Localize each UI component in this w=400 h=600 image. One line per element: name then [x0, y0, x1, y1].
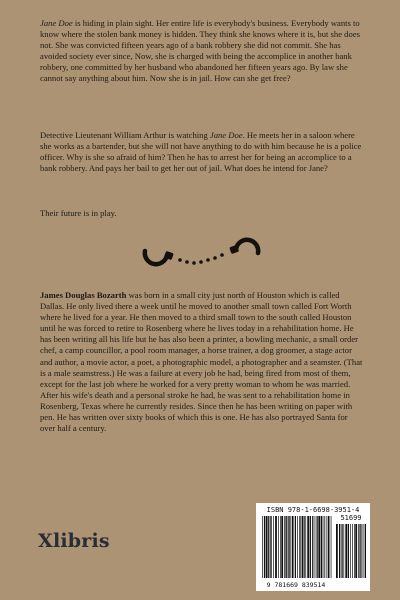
author-bio [40, 290, 363, 434]
ean-barcode-bars [262, 516, 332, 580]
barcode-bar [268, 516, 269, 578]
barcode-bar [365, 524, 366, 578]
barcode-bar [326, 516, 327, 578]
barcode-bar [323, 516, 324, 578]
barcode-bar [315, 516, 316, 578]
barcode-bar [358, 524, 359, 578]
barcode-bar [350, 524, 351, 578]
barcode-bar [343, 524, 344, 578]
barcode-bar [304, 516, 305, 578]
barcode-bar [321, 516, 322, 578]
handcuffs-icon [136, 232, 266, 274]
synopsis-text-2b: . He meets her in a saloon where she works as a bartender, but she will not have anything to do with him because he is a police officer. Why is she so afraid of him? Then he has to arrest her for being an accomplice to a bank robbery. And pays her bail to get her out of jail. What does he intend for Jane? [40, 130, 362, 174]
barcode-bar [307, 516, 309, 578]
barcode-bar [363, 524, 364, 578]
barcode-bar [289, 516, 290, 578]
heroine-name-2: Jane Doe [209, 130, 243, 140]
ean-digits: 9 781669 839514 [266, 581, 326, 589]
barcode-bar [297, 516, 298, 578]
barcode-bar [271, 516, 272, 578]
barcode-bar [331, 516, 332, 578]
barcode-bar [355, 524, 357, 578]
barcode-bar [264, 516, 265, 578]
barcode-bar [270, 516, 271, 578]
barcode-bar [336, 524, 338, 578]
barcode-bar [295, 516, 296, 578]
barcode-bar [305, 516, 306, 578]
barcode-bar [280, 516, 281, 578]
barcode-bar [262, 516, 263, 578]
barcode-bar [317, 516, 318, 578]
author-bio-text: was born in a small city just north of Houston which is called Dallas. He only lived there a week until he moved to another small town called Fort Worth where he lived for a year. He then moved to a third small town to the south called Houston until he was forced to retire to Rosenberg where he lives today in a rehabilitation home. He has been writing all his life but he has also been a printer, a bowling mechanic, a small order chef, a camp councillor, a pool room manager, a horse trainer, a dog groomer, a stage actor and author, a movie actor, a poet, a photographic model, a photographer and a seamster. (That is a male seamstress.) He was a failure at every job he had, being fired from most of them, except for the last job where he worked for a very pretty woman to whom he was married. After his wife's death and a personal stroke he had, he was sent to a rehabilitation home in Rosenberg, Texas where he currently resides. Since then he has been writing on paper with pen. He has written over sixty books of which this is one. He has also portrayed Santa for over half a century. [40, 290, 363, 434]
barcode-bar [278, 516, 279, 578]
publisher-logo: Xlibris [38, 530, 110, 552]
barcode-bar [292, 516, 294, 578]
barcode-bar [302, 516, 304, 578]
price-addon-digits: 51699 [340, 514, 362, 522]
barcode-bar [300, 516, 301, 578]
barcode-bar [360, 524, 361, 578]
barcode-bar [312, 516, 313, 578]
barcode-bar [341, 524, 342, 578]
barcode-bar [348, 524, 349, 578]
barcode [256, 503, 370, 591]
barcode-bar [281, 516, 283, 578]
barcode-bar [328, 516, 330, 578]
isbn-label: ISBN 978-1-6698-3951-4 [266, 506, 360, 514]
barcode-bar [339, 524, 340, 578]
tagline: Their future is in play. [40, 208, 117, 218]
barcode-bar [288, 516, 289, 578]
barcode-bar [318, 516, 320, 578]
barcode-bar [345, 524, 347, 578]
barcode-bar [361, 524, 362, 578]
synopsis-paragraph-2 [40, 130, 363, 174]
barcode-bar [354, 524, 355, 578]
barcode-bar [275, 516, 277, 578]
barcode-bar [286, 516, 287, 578]
barcode-bar [352, 524, 353, 578]
barcode-bar [284, 516, 285, 578]
barcode-bar [310, 516, 311, 578]
barcode-bar [273, 516, 274, 578]
synopsis-text-1: is hiding in plain sight. Her entire life is everybody's business. Everybody wants to know where the stolen bank money is hidden. They think she knows where it is, but she does not. She was convicted fifteen years ago of a bank robbery she did not commit. She has avoided society ever since, Now, she is charged with being the accomplice in another bank robbery, one committed by her husband who abandoned her fifteen years ago. By law she cannot say anything about him. Now she is in jail. How can she get free? [40, 18, 360, 84]
barcode-bar [342, 524, 343, 578]
barcode-bar [299, 516, 300, 578]
synopsis-text-2a: Detective Lieutenant William Arthur is watching [40, 130, 210, 140]
barcode-bar [266, 516, 268, 578]
addon-barcode-bars [336, 524, 366, 580]
author-name: James Douglas Bozarth [40, 290, 127, 300]
synopsis-paragraph-1 [40, 18, 363, 85]
barcode-bar [324, 516, 325, 578]
heroine-name: Jane Doe [40, 18, 73, 28]
